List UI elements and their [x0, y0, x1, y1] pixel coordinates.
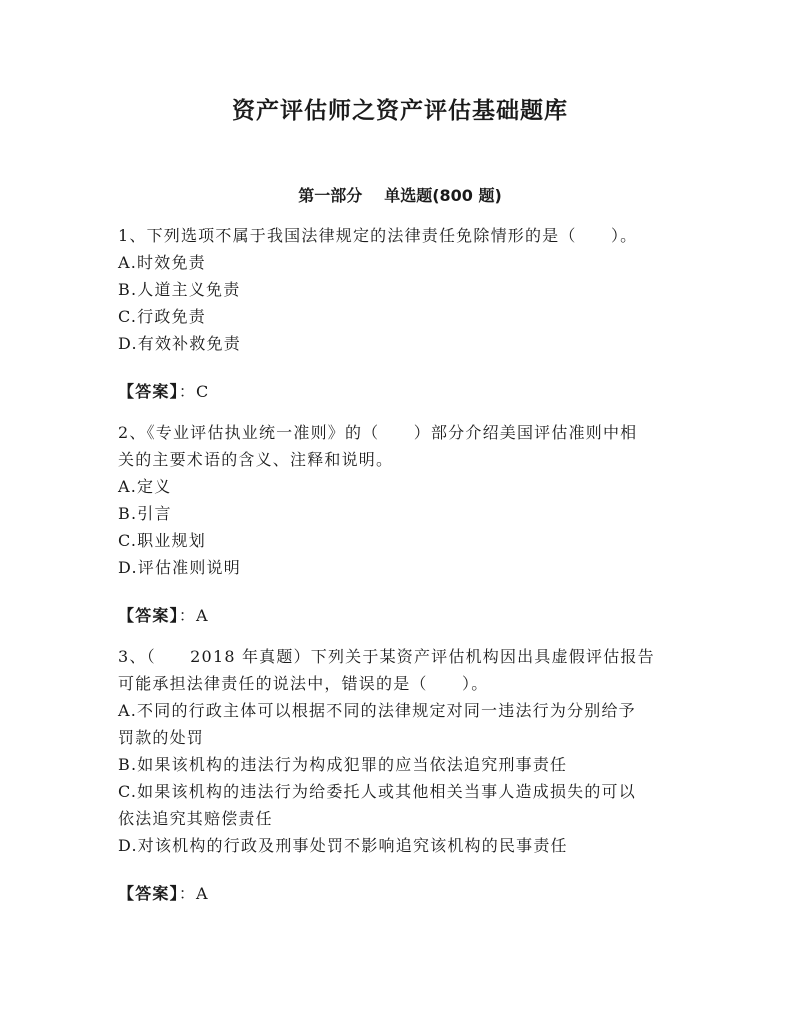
question-block — [118, 419, 688, 629]
answer-option-line: C.行政免责 — [118, 307, 206, 326]
answer-option-line: 依法追究其赔偿责任 — [118, 809, 273, 828]
question-block — [118, 643, 688, 907]
section-title — [0, 183, 800, 206]
answer-label: 【答案】 — [118, 606, 179, 625]
answer-value: ：C — [178, 382, 210, 401]
answer-value: ：A — [178, 606, 209, 625]
question-block — [118, 222, 688, 405]
question-stem-line: 1、下列选项不属于我国法律规定的法律责任免除情形的是（ ）。 — [118, 226, 638, 245]
answer-label: 【答案】 — [118, 884, 179, 903]
answer-option-line: A.不同的行政主体可以根据不同的法律规定对同一违法行为分别给予 — [118, 701, 636, 720]
answer-option-line: C.职业规划 — [118, 531, 206, 550]
answer-line — [118, 602, 688, 629]
answer-option-line: D.有效补救免责 — [118, 334, 241, 353]
question-list — [118, 222, 688, 921]
answer-option-line: B.人道主义免责 — [118, 280, 241, 299]
question-stem-line: 3、（ 2018 年真题）下列关于某资产评估机构因出具虚假评估报告 — [118, 647, 655, 666]
answer-value: ：A — [178, 884, 209, 903]
answer-option-line: B.引言 — [118, 504, 172, 523]
section-name: 第一部分 — [298, 186, 363, 205]
answer-option-line: C.如果该机构的违法行为给委托人或其他相关当事人造成损失的可以 — [118, 782, 636, 801]
question-stem-line: 可能承担法律责任的说法中，错误的是（ ）。 — [118, 674, 489, 693]
answer-line — [118, 880, 688, 907]
answer-option-line: A.时效免责 — [118, 253, 206, 272]
section-subtitle: 单选题(800 题) — [384, 186, 502, 205]
answer-option-line: 罚款的处罚 — [118, 728, 205, 747]
question-stem-line: 2、《专业评估执业统一准则》的（ ）部分介绍美国评估准则中相 — [118, 423, 638, 442]
answer-option-line: D.对该机构的行政及刑事处罚不影响追究该机构的民事责任 — [118, 836, 568, 855]
answer-line — [118, 378, 688, 405]
question-stem-line: 关的主要术语的含义、注释和说明。 — [118, 450, 394, 469]
answer-option-line: B.如果该机构的违法行为构成犯罪的应当依法追究刑事责任 — [118, 755, 568, 774]
answer-option-line: D.评估准则说明 — [118, 558, 241, 577]
answer-option-line: A.定义 — [118, 477, 172, 496]
document-title: 资产评估师之资产评估基础题库 — [232, 98, 568, 124]
answer-label: 【答案】 — [118, 382, 179, 401]
